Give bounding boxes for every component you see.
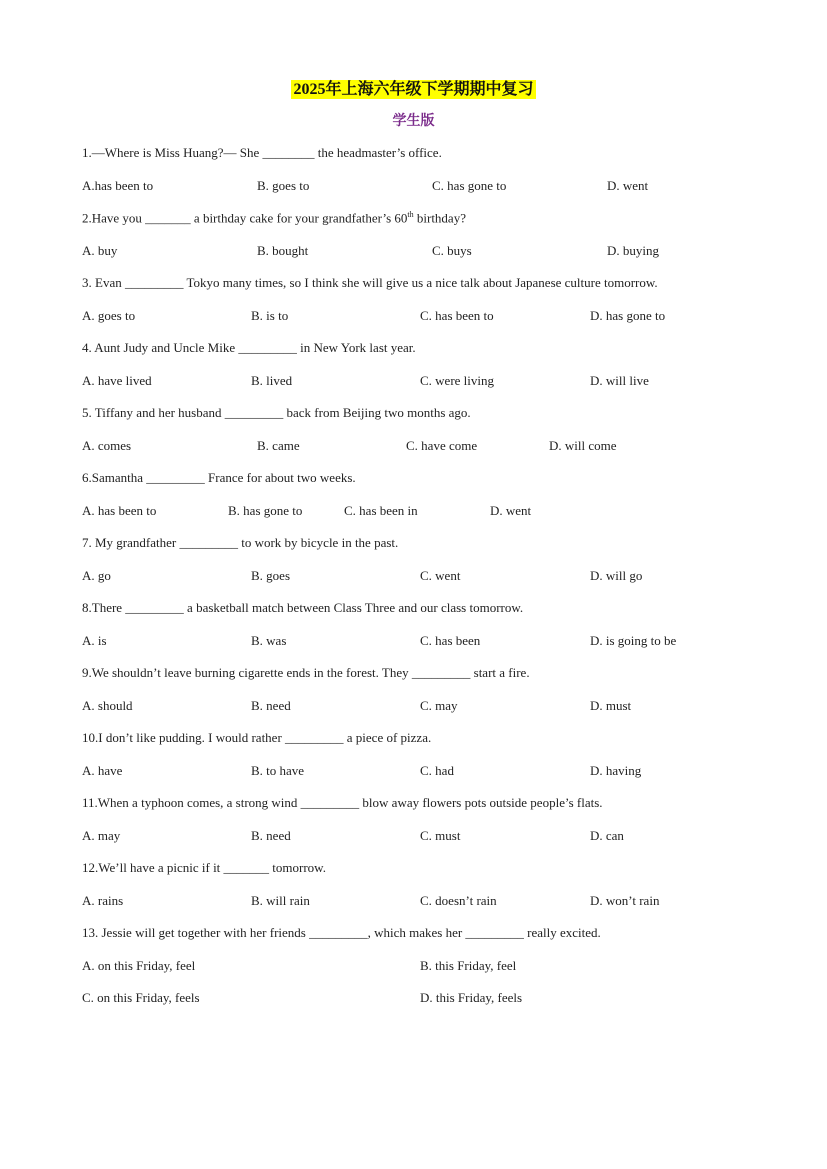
q7-option-d: D. will go (590, 568, 643, 583)
q11-option-d: D. can (590, 828, 624, 843)
q10-option-a: A. have (82, 763, 123, 778)
q12-option-b: B. will rain (251, 893, 310, 908)
q5-option-d: D. will come (549, 438, 617, 453)
q12-option-a: A. rains (82, 893, 124, 908)
q10-option-c: C. had (420, 763, 454, 778)
page-subtitle: 学生版 (392, 114, 435, 129)
q6-option-d: D. went (490, 503, 532, 518)
q1-option-c: C. has gone to (432, 178, 507, 193)
q8-option-c: C. has been (420, 633, 481, 648)
q13-option-a: A. on this Friday, feel (82, 958, 196, 973)
q5-option-c: C. have come (406, 438, 478, 453)
q2-stem-part2: birthday? (413, 210, 466, 226)
q8-option-d: D. is going to be (590, 633, 677, 648)
q2-option-a: A. buy (82, 243, 118, 258)
q5-option-a: A. comes (82, 438, 132, 453)
q7-option-a: A. go (82, 568, 111, 583)
q3-option-a: A. goes to (82, 308, 136, 323)
q13-option-c: C. on this Friday, feels (82, 990, 200, 1005)
q5-option-b: B. came (257, 438, 300, 453)
q11-option-b: B. need (251, 828, 291, 843)
page-title (0, 76, 827, 99)
q2-superscript: th (407, 210, 414, 219)
question-5: 5. Tiffany and her husband _________ back from Beijing two months ago. (82, 405, 471, 420)
q8-option-a: A. is (82, 633, 107, 648)
q2-option-c: C. buys (432, 243, 472, 258)
q3-option-d: D. has gone to (590, 308, 666, 323)
question-13: 13. Jessie will get together with her friends _________, which makes her _________ really excited. (82, 925, 601, 940)
question-12: 12.We’ll have a picnic if it _______ tomorrow. (82, 860, 326, 875)
q7-option-c: C. went (420, 568, 461, 583)
q13-option-b: B. this Friday, feel (420, 958, 517, 973)
question-10: 10.I don’t like pudding. I would rather _________ a piece of pizza. (82, 730, 432, 745)
q6-option-c: C. has been in (344, 503, 418, 518)
question-7: 7. My grandfather _________ to work by bicycle in the past. (82, 535, 399, 550)
question-11: 11.When a typhoon comes, a strong wind _________ blow away flowers pots outside people’s flats. (82, 795, 603, 810)
title-text: 2025年上海六年级下学期期中复习 (293, 81, 534, 98)
question-1: 1.—Where is Miss Huang?— She ________ the headmaster’s office. (82, 145, 442, 160)
question-8: 8.There _________ a basketball match between Class Three and our class tomorrow. (82, 600, 524, 615)
q10-option-b: B. to have (251, 763, 305, 778)
q11-option-c: C. must (420, 828, 461, 843)
q9-option-b: B. need (251, 698, 291, 713)
q7-option-b: B. goes (251, 568, 290, 583)
question-3: 3. Evan _________ Tokyo many times, so I think she will give us a nice talk about Japanese culture tomorrow. (82, 275, 658, 290)
q4-option-d: D. will live (590, 373, 649, 388)
q6-option-a: A. has been to (82, 503, 157, 518)
q2-option-b: B. bought (257, 243, 309, 258)
q1-option-b: B. goes to (257, 178, 310, 193)
q12-option-c: C. doesn’t rain (420, 893, 497, 908)
question-6: 6.Samantha _________ France for about two weeks. (82, 470, 356, 485)
q3-option-c: C. has been to (420, 308, 494, 323)
question-9: 9.We shouldn’t leave burning cigarette ends in the forest. They _________ start a fire. (82, 665, 530, 680)
question-4: 4. Aunt Judy and Uncle Mike _________ in New York last year. (82, 340, 416, 355)
q10-option-d: D. having (590, 763, 642, 778)
q9-option-d: D. must (590, 698, 632, 713)
q9-option-c: C. may (420, 698, 458, 713)
q13-option-d: D. this Friday, feels (420, 990, 523, 1005)
q1-option-a: A.has been to (82, 178, 154, 193)
q6-option-b: B. has gone to (228, 503, 303, 518)
q9-option-a: A. should (82, 698, 133, 713)
q2-stem-part1: 2.Have you _______ a birthday cake for your grandfather’s 60 (82, 210, 408, 226)
q12-option-d: D. won’t rain (590, 893, 660, 908)
q3-option-b: B. is to (251, 308, 289, 323)
q2-option-d: D. buying (607, 243, 659, 258)
q4-option-b: B. lived (251, 373, 293, 388)
q1-option-d: D. went (607, 178, 649, 193)
q11-option-a: A. may (82, 828, 121, 843)
q4-option-c: C. were living (420, 373, 495, 388)
q4-option-a: A. have lived (82, 373, 152, 388)
q8-option-b: B. was (251, 633, 287, 648)
question-2 (82, 210, 466, 226)
